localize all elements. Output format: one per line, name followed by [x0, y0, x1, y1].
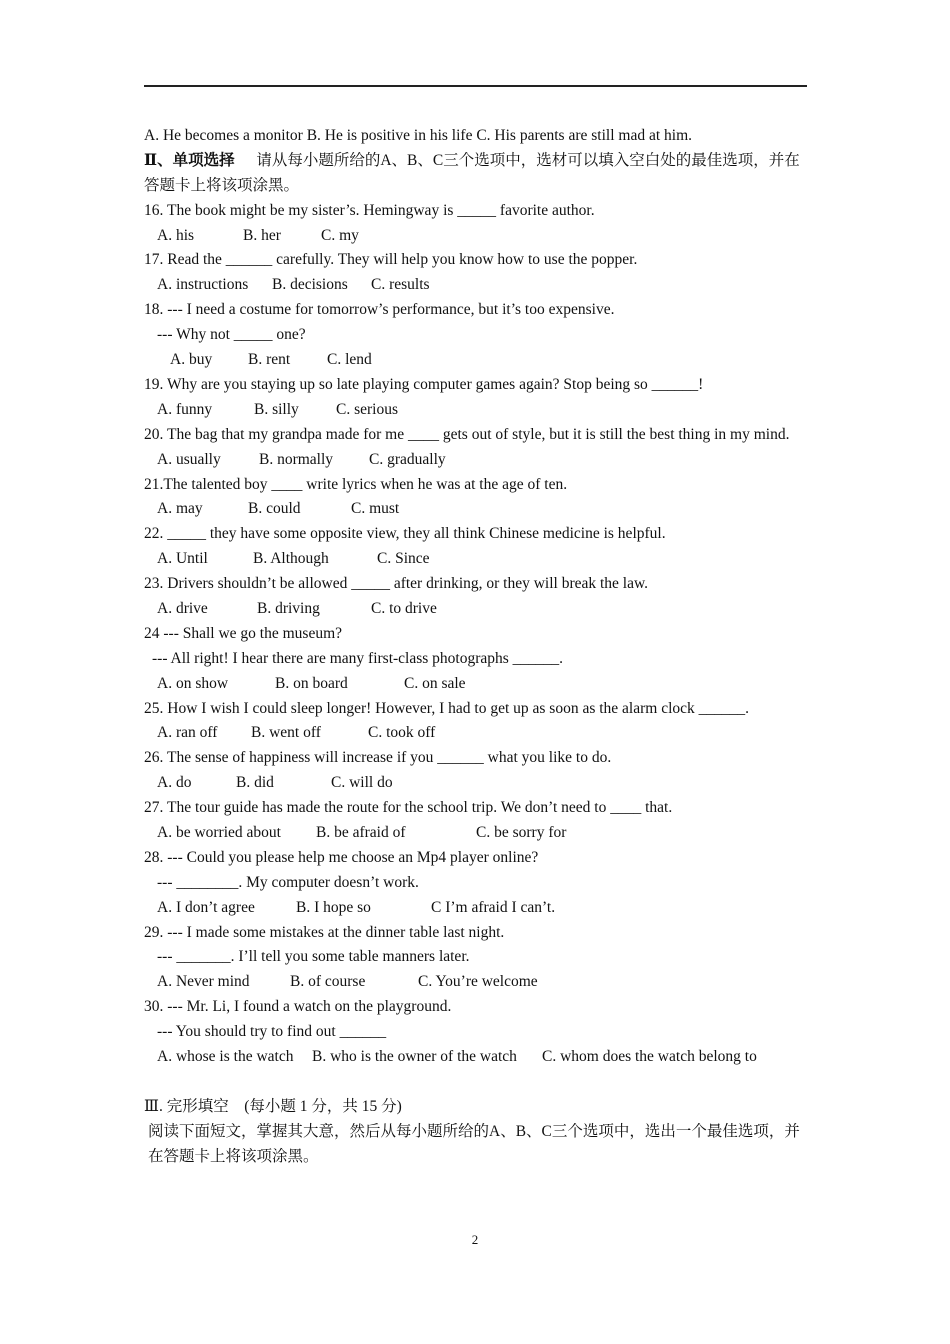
question-23-stem: 23. Drivers shouldn’t be allowed _____ after drinking, or they will break the law.: [144, 575, 649, 593]
option-c: C. results: [371, 276, 430, 294]
question-27-stem: 27. The tour guide has made the route for the school trip. We don’t need to ____ that.: [144, 799, 673, 817]
question-24-stem: 24 --- Shall we go the museum?: [144, 624, 343, 642]
question-18-stem: 18. --- I need a costume for tomorrow’s performance, but it’s too expensive.: [144, 301, 615, 319]
option-a: A. be worried about: [157, 823, 281, 841]
question-18-reply: --- Why not _____ one?: [157, 326, 306, 344]
option-b: B. went off: [251, 724, 321, 742]
question-17-options: [144, 273, 810, 298]
option-b: B. her: [243, 226, 281, 244]
question-21-stem: 21.The talented boy ____ write lyrics when he was at the age of ten.: [144, 475, 568, 493]
option-c: C I’m afraid I can’t.: [431, 898, 556, 916]
option-b: B. who is the owner of the watch: [312, 1048, 517, 1065]
option-c: C. on sale: [404, 674, 466, 692]
option-b: B. normally: [259, 450, 334, 468]
question-29-stem: 29. --- I made some mistakes at the dinner table last night.: [144, 923, 505, 941]
question-24-options: [144, 672, 810, 697]
option-c: C. my: [321, 226, 359, 244]
question-25-options: [144, 721, 810, 746]
option-c: C. must: [351, 500, 400, 518]
option-a: A. buy: [170, 351, 213, 369]
page-number: 2: [471, 1232, 479, 1247]
question-19-options: [144, 398, 810, 423]
question-29-reply: --- _______. I’ll tell you some table manners later.: [157, 948, 470, 966]
question-16-options: [144, 224, 810, 249]
option-b: B. of course: [290, 973, 366, 991]
question-30-reply: --- You should try to find out ______: [157, 1023, 387, 1041]
option-c: C. gradually: [369, 450, 446, 468]
option-b: B. Although: [253, 550, 329, 568]
option-a: A. usually: [157, 450, 221, 468]
question-30-stem: 30. --- Mr. Li, I found a watch on the playground.: [144, 998, 452, 1016]
option-b: B. rent: [248, 351, 291, 369]
section-2-label: Ⅱ、单项选择: [144, 151, 235, 169]
option-b: B. could: [248, 500, 301, 518]
exam-content: [144, 124, 810, 1170]
option-a: A. on show: [157, 674, 229, 692]
question-20-stem: 20. The bag that my grandpa made for me ____ gets out of style, but it is still the best thing in my mind.: [144, 425, 790, 443]
option-b: B. be afraid of: [316, 823, 406, 841]
question-16-stem: 16. The book might be my sister’s. Hemingway is _____ favorite author.: [144, 201, 595, 219]
option-c: C. whom does the watch belong to: [542, 1048, 757, 1065]
section-3-title: Ⅲ. 完形填空 (每小题 1 分，共 15 分): [144, 1097, 402, 1115]
option-c: C. will do: [331, 774, 393, 792]
question-26-options: [144, 771, 810, 796]
option-a: A. instructions: [157, 276, 249, 294]
question-22-stem: 22. _____ they have some opposite view, they all think Chinese medicine is helpful.: [144, 525, 666, 543]
question-21-options: [144, 497, 810, 522]
option-b: B. silly: [254, 400, 299, 418]
option-b: B. I hope so: [296, 898, 371, 916]
section-2-header: [144, 149, 810, 199]
option-a: A. Never mind: [157, 973, 250, 991]
option-a: A. drive: [157, 599, 208, 617]
option-b: B. on board: [275, 674, 348, 692]
question-30-options: [144, 1045, 810, 1070]
option-a: A. do: [157, 774, 192, 792]
option-a: A. whose is the watch: [157, 1048, 294, 1065]
question-22-options: [144, 547, 810, 572]
option-a: A. may: [157, 500, 203, 518]
option-a: A. Until: [157, 550, 208, 568]
question-25-stem: 25. How I wish I could sleep longer! However, I had to get up as soon as the alarm clock ______.: [144, 699, 750, 717]
option-c: C. You’re welcome: [418, 973, 538, 991]
question-23-options: [144, 597, 810, 622]
section-2-instruction: 请从每小题所给的A、B、C三个选项中，选材可以填入空白处的最佳选项，并在答题卡上将该项涂黑。: [144, 151, 800, 194]
question-29-options: [144, 970, 810, 995]
option-a: A. I don’t agree: [157, 898, 255, 916]
option-a: A. funny: [157, 400, 213, 418]
question-28-options: [144, 896, 810, 921]
question-27-options: [144, 821, 810, 846]
question-20-options: [144, 448, 810, 473]
section-3-instruction: 阅读下面短文，掌握其大意，然后从每小题所给的A、B、C三个选项中，选出一个最佳选项，并在答题卡上将该项涂黑。: [148, 1122, 800, 1165]
option-b: B. driving: [257, 599, 320, 617]
question-19-stem: 19. Why are you staying up so late playing computer games again? Stop being so ______!: [144, 375, 704, 393]
option-c: C. be sorry for: [476, 823, 567, 841]
option-c: C. took off: [368, 724, 436, 742]
option-c: C. Since: [377, 550, 430, 568]
question-18-options: [144, 348, 810, 373]
option-c: C. lend: [327, 351, 372, 369]
question-17-stem: 17. Read the ______ carefully. They will help you know how to use the popper.: [144, 251, 638, 269]
question-24-reply: --- All right! I hear there are many first-class photographs ______.: [152, 649, 564, 667]
option-c: C. to drive: [371, 599, 437, 617]
question-28-stem: 28. --- Could you please help me choose an Mp4 player online?: [144, 848, 539, 866]
option-a: A. ran off: [157, 724, 218, 742]
header-rule: [144, 85, 807, 87]
option-a: A. his: [157, 226, 195, 244]
question-28-reply: --- ________. My computer doesn’t work.: [157, 873, 419, 891]
option-b: B. decisions: [272, 276, 348, 294]
previous-question-options: A. He becomes a monitor B. He is positive in his life C. His parents are still mad at him.: [144, 127, 693, 144]
option-c: C. serious: [336, 400, 398, 418]
option-b: B. did: [236, 774, 274, 792]
question-26-stem: 26. The sense of happiness will increase if you ______ what you like to do.: [144, 749, 612, 767]
